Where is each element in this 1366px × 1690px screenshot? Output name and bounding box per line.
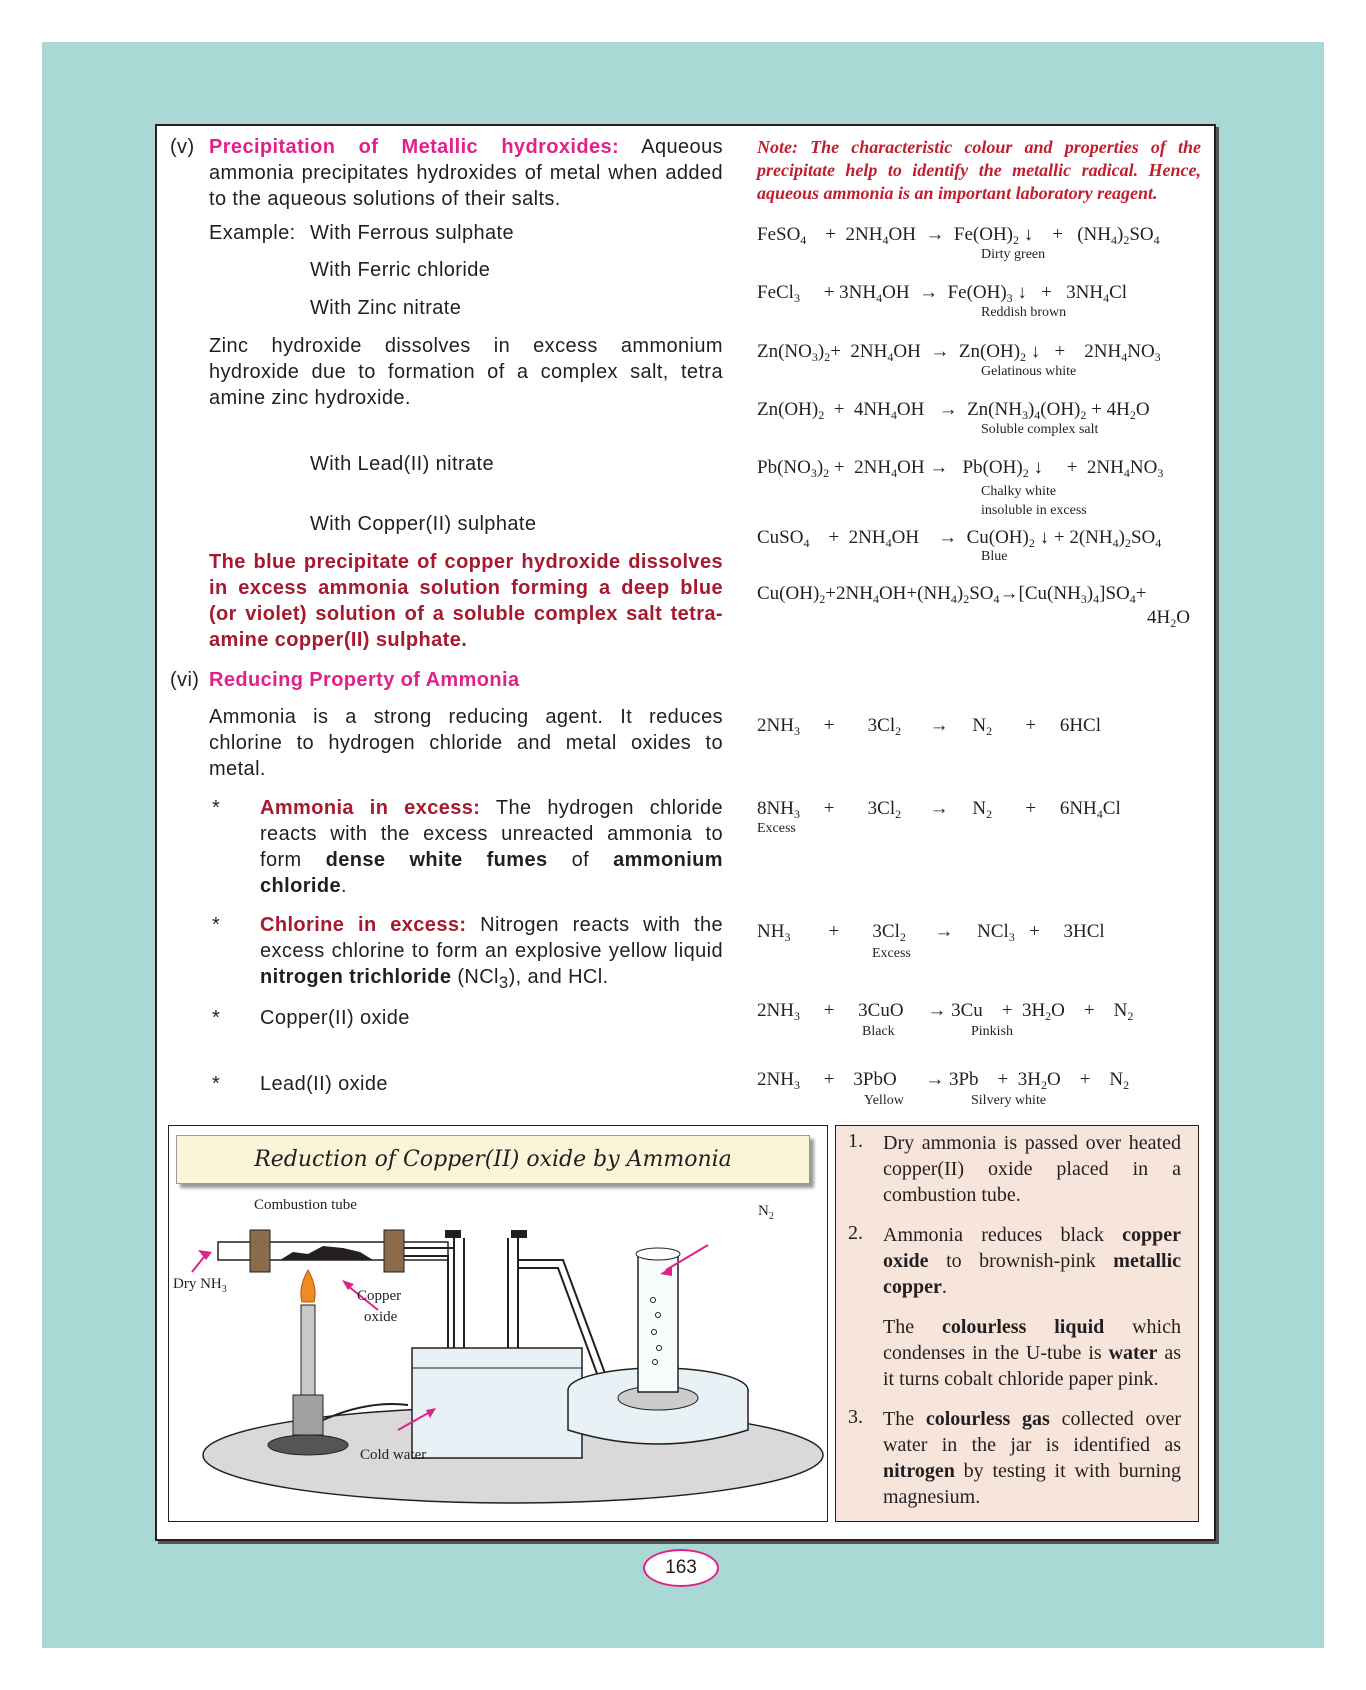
gas-jar-rim (636, 1248, 680, 1260)
eq-copper-complex: $Cu(OH)_2+2NH_4OH+(NH_4)_2SO_4\to[Cu(NH_3)_4]SO_4+$ (757, 583, 1147, 606)
label-combustion-tube: Combustion tube (254, 1197, 357, 1213)
figure-title: Reduction of Copper(II) oxide by Ammonia (176, 1135, 810, 1184)
step-2b-t2: which condenses in the U-tube is (883, 1316, 1181, 1364)
example-ferrous: With Ferrous sulphate (310, 222, 515, 244)
bullet-star-3: * (212, 1007, 220, 1029)
label-cold-water: Cold water (360, 1447, 427, 1463)
eq-zinc: $Zn(NO_3)_2+ 2NH_4OH \to Zn(OH)_2$ ↓ + $2NH_4NO_3$ (757, 341, 1161, 364)
eq-ferrous: FeSO$_4$ + $2NH_4OH \to Fe(OH)_2$ ↓ + $(NH_4)_2SO_4$ (757, 224, 1160, 247)
u-tube-cap-right (511, 1230, 527, 1238)
step-1-number: 1. (848, 1130, 863, 1152)
step-2b-b2: water (1108, 1342, 1158, 1364)
label-black: Black (862, 1024, 895, 1039)
tube-stopper-right (384, 1230, 404, 1272)
section-vi-heading: Reducing Property of Ammonia (209, 669, 520, 691)
label-chalky-white: Chalky white (981, 484, 1057, 499)
eq-copper-complex-water: $4H_2O$ (1147, 607, 1190, 630)
bullet-ammonia-excess-t3: . (341, 875, 347, 897)
step-2-t1: Ammonia reduces black (883, 1224, 1104, 1246)
bullet-chlorine-excess-sub: 3 (498, 973, 509, 992)
burner-tube (301, 1305, 315, 1400)
arrow-dry-nh3-head (198, 1250, 212, 1260)
eq-nh3-cl2: $2NH_3$ + $3Cl_2$ → $N_2$ + 6HCl (757, 715, 1101, 738)
section-v-intro-rest: ammonia precipitates hydroxides of metal when added to the aqueous solutions of their salts. (209, 162, 723, 210)
label-pinkish: Pinkish (971, 1024, 1014, 1039)
step-3-b2: nitrogen (883, 1460, 955, 1482)
bullet-chlorine-excess-head: Chlorine in excess: (260, 914, 467, 936)
step-2b-t3: as it turns cobalt chloride paper pink. (883, 1342, 1182, 1390)
bullet-chlorine-excess-t2: (NCl (457, 966, 499, 988)
bullet-lead-oxide: Lead(II) oxide (260, 1073, 388, 1095)
note-text: Note: The characteristic colour and properties of the precipitate help to identify the metallic radical. Hence, aqueous ammonia is an important laboratory reagent. (757, 137, 1201, 203)
example-zinc: With Zinc nitrate (310, 297, 462, 319)
section-v-intro-first: Aqueous (641, 136, 723, 158)
step-2-b2: metallic copper (883, 1250, 1182, 1298)
bullet-ammonia-excess (260, 795, 723, 899)
step-3-t2: collected over water in the jar is identified as (883, 1408, 1182, 1456)
label-reddish-brown: Reddish brown (981, 305, 1067, 320)
eq-lead: $Pb(NO_3)_2 + 2NH_4OH \to Pb(OH)_2$ ↓ + $2NH_4NO_3$ (757, 457, 1164, 480)
label-insoluble-excess: insoluble in excess (981, 503, 1087, 518)
section-vi-intro: Ammonia is a strong reducing agent. It reduces chlorine to hydrogen chloride and metal oxides to metal. (209, 706, 723, 780)
bullet-star-1: * (212, 797, 220, 819)
example-copper: With Copper(II) sulphate (310, 513, 537, 535)
bullet-star-2: * (212, 914, 220, 936)
eq-copper: CuSO$_4$ + $2NH_4OH$ → $Cu(OH)_2$ ↓ + $2(NH_4)_2SO_4$ (757, 527, 1162, 550)
section-v-number: (v) (170, 136, 195, 158)
bullet-ammonia-excess-t2: of (571, 849, 590, 871)
label-gelatinous-white: Gelatinous white (981, 364, 1077, 379)
flame (301, 1270, 315, 1302)
label-soluble-complex: Soluble complex salt (981, 422, 1099, 437)
label-silvery-white: Silvery white (971, 1093, 1047, 1108)
bullet-chlorine-excess-t1: Nitrogen reacts with the excess chlorine to form an explosive yellow liquid (260, 914, 724, 962)
example-ferric: With Ferric chloride (310, 259, 491, 281)
bullet-ammonia-excess-b1: dense white fumes (325, 849, 548, 871)
step-2-t2: to brownish-pink (946, 1250, 1096, 1272)
eq-zinc-complex: $Zn(OH)_2 + 4NH_4OH \to Zn(NH_3)_4(OH)_2 + 4H_2O$ (757, 399, 1150, 422)
eq-cl2-excess: $NH_3$ + $3Cl_2$ → NCl$_3$ + 3HCl (757, 921, 1105, 944)
step-2-b1: copper oxide (883, 1224, 1182, 1272)
eq-pbo: $2NH_3$ + 3PbO → 3Pb + $3H_2O$ + $N_2$ (757, 1069, 1130, 1092)
page-number: 163 (643, 1549, 719, 1587)
apparatus-diagram (168, 1190, 826, 1520)
bullet-copper-oxide: Copper(II) oxide (260, 1007, 410, 1029)
example-lead: With Lead(II) nitrate (310, 453, 495, 475)
u-tube-cap-left (445, 1230, 461, 1238)
step-1-text: Dry ammonia is passed over heated copper(II) oxide placed in a combustion tube. (883, 1132, 1181, 1206)
bullet-chlorine-excess-t3: ), and HCl. (508, 966, 609, 988)
bullet-star-4: * (212, 1073, 220, 1095)
step-3-t1: The (883, 1408, 915, 1430)
label-copper-oxide-1: Copper (357, 1288, 402, 1304)
bullet-chlorine-excess (260, 912, 723, 996)
step-3-t3: by testing it with burning magnesium. (883, 1460, 1182, 1508)
step-2b-t1: The (883, 1316, 915, 1338)
label-n2-sub: 2 (768, 1211, 774, 1222)
label-copper-oxide-2: oxide (364, 1309, 398, 1325)
eq-cuo: $2NH_3$ + 3CuO → 3Cu + $3H_2O$ + $N_2$ (757, 1000, 1134, 1023)
burner-base (293, 1395, 323, 1435)
step-2-t3: . (941, 1276, 947, 1298)
label-blue: Blue (981, 549, 1008, 564)
bullet-chlorine-excess-b1: nitrogen trichloride (260, 966, 452, 988)
eq-ferric: FeCl$_3$ + $3NH_4OH \to Fe(OH)_3$ ↓ + $3NH_4Cl$ (757, 282, 1128, 305)
step-3-number: 3. (848, 1406, 863, 1428)
step-2b-b1: colourless liquid (941, 1316, 1105, 1338)
step-2-number: 2. (848, 1222, 863, 1244)
label-nh3-excess: Excess (757, 821, 796, 836)
example-prefix: Example: (209, 222, 296, 244)
step-3-b1: colourless gas (925, 1408, 1050, 1430)
section-v-heading: Precipitation of Metallic hydroxides: (209, 136, 620, 158)
label-dirty-green: Dirty green (981, 247, 1046, 262)
section-v-intro (209, 134, 723, 212)
eq-nh3-excess: $8NH_3$ + $3Cl_2$ → $N_2$ + $6NH_4Cl$ (757, 798, 1121, 821)
bullet-ammonia-excess-head: Ammonia in excess: (260, 797, 481, 819)
section-vi-number: (vi) (170, 669, 200, 691)
tube-stopper-left (250, 1230, 270, 1272)
label-dry-nh3-text: Dry NH (173, 1276, 222, 1292)
step-2b-text (883, 1314, 1181, 1392)
label-n2-text: N (758, 1203, 769, 1219)
label-cl2-excess: Excess (872, 946, 911, 961)
copper-note: The blue precipitate of copper hydroxide dissolves in excess ammonia solution forming a deep blue (or violet) solution of a soluble complex salt tetra-amine copper(II) sulphate. (209, 551, 723, 651)
label-dry-nh3-sub: 3 (221, 1284, 227, 1295)
step-2-text (883, 1222, 1181, 1300)
bullet-ammonia-excess-t1: The hydrogen chloride reacts with the excess unreacted ammonia to form (260, 797, 723, 871)
zinc-note: Zinc hydroxide dissolves in excess ammonium hydroxide due to formation of a complex salt, tetra amine zinc hydroxide. (209, 335, 723, 409)
label-dry-nh3 (173, 1276, 227, 1295)
label-yellow: Yellow (864, 1093, 904, 1108)
step-3-text (883, 1406, 1181, 1510)
bullet-ammonia-excess-b2: ammonium chloride (260, 849, 723, 897)
cold-water-beaker (412, 1348, 582, 1458)
burner-stand (268, 1435, 348, 1455)
label-n2 (758, 1203, 774, 1222)
